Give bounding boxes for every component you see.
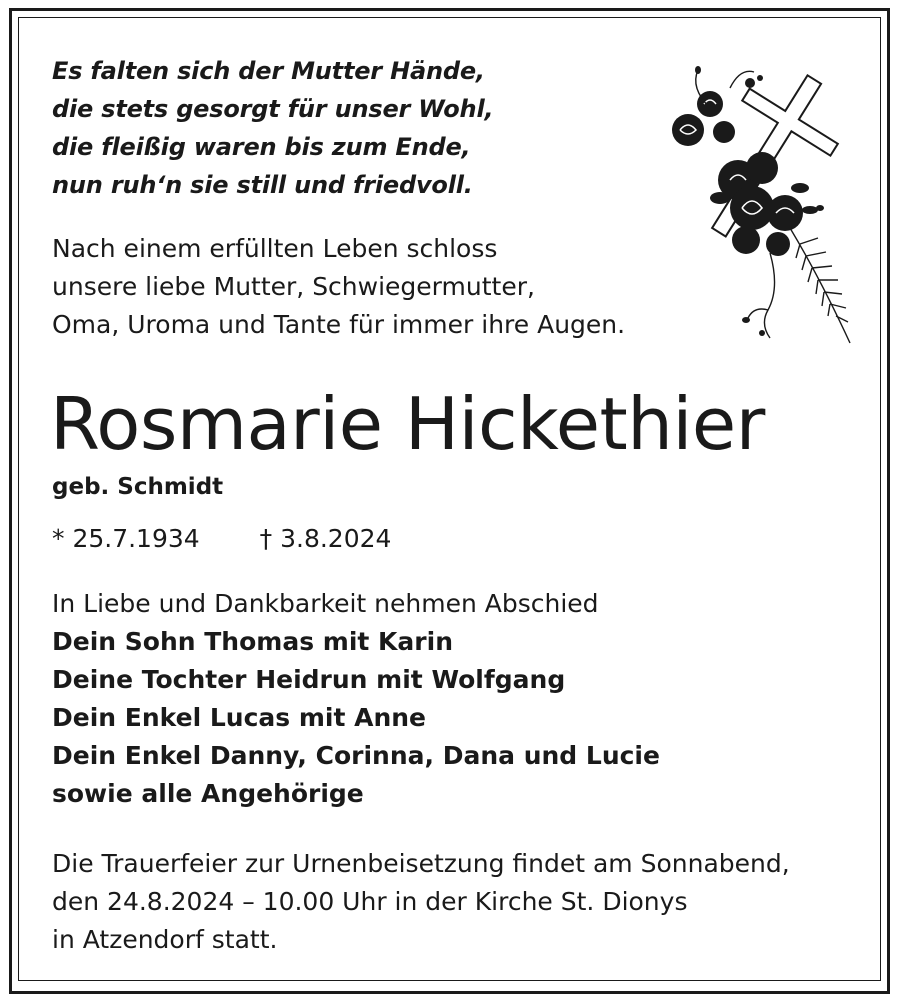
- intro-text: [52, 230, 625, 344]
- maiden-name: geb. Schmidt: [52, 474, 224, 500]
- service-line: Die Trauerfeier zur Urnenbeisetzung findet am Sonnabend,: [52, 849, 790, 878]
- mourner-line: Dein Enkel Lucas mit Anne: [52, 703, 427, 732]
- service-line: den 24.8.2024 – 10.00 Uhr in der Kirche St. Dionys: [52, 887, 688, 916]
- mourners-intro: In Liebe und Dankbarkeit nehmen Abschied: [52, 589, 599, 618]
- poem-line: die fleißig waren bis zum Ende,: [52, 133, 471, 161]
- intro-line: Oma, Uroma und Tante für immer ihre Augen.: [52, 310, 626, 339]
- mourners-block: [52, 585, 660, 813]
- funeral-service-info: [52, 845, 790, 959]
- life-dates: [52, 520, 391, 558]
- cross-with-roses-icon: [650, 48, 860, 348]
- service-line: in Atzendorf statt.: [52, 925, 278, 954]
- deceased-name: Rosmarie Hickethier: [50, 382, 765, 466]
- intro-line: Nach einem erfüllten Leben schloss: [52, 234, 498, 263]
- death-date: † 3.8.2024: [259, 524, 392, 553]
- memorial-poem: [52, 52, 493, 204]
- poem-line: Es falten sich der Mutter Hände,: [52, 57, 485, 85]
- mourner-line: Dein Sohn Thomas mit Karin: [52, 627, 454, 656]
- mourner-line: sowie alle Angehörige: [52, 779, 364, 808]
- birth-date: * 25.7.1934: [52, 524, 200, 553]
- poem-line: nun ruh‘n sie still und friedvoll.: [52, 171, 473, 199]
- mourner-line: Dein Enkel Danny, Corinna, Dana und Lucie: [52, 741, 660, 770]
- poem-line: die stets gesorgt für unser Wohl,: [52, 95, 494, 123]
- mourner-line: Deine Tochter Heidrun mit Wolfgang: [52, 665, 566, 694]
- intro-line: unsere liebe Mutter, Schwiegermutter,: [52, 272, 535, 301]
